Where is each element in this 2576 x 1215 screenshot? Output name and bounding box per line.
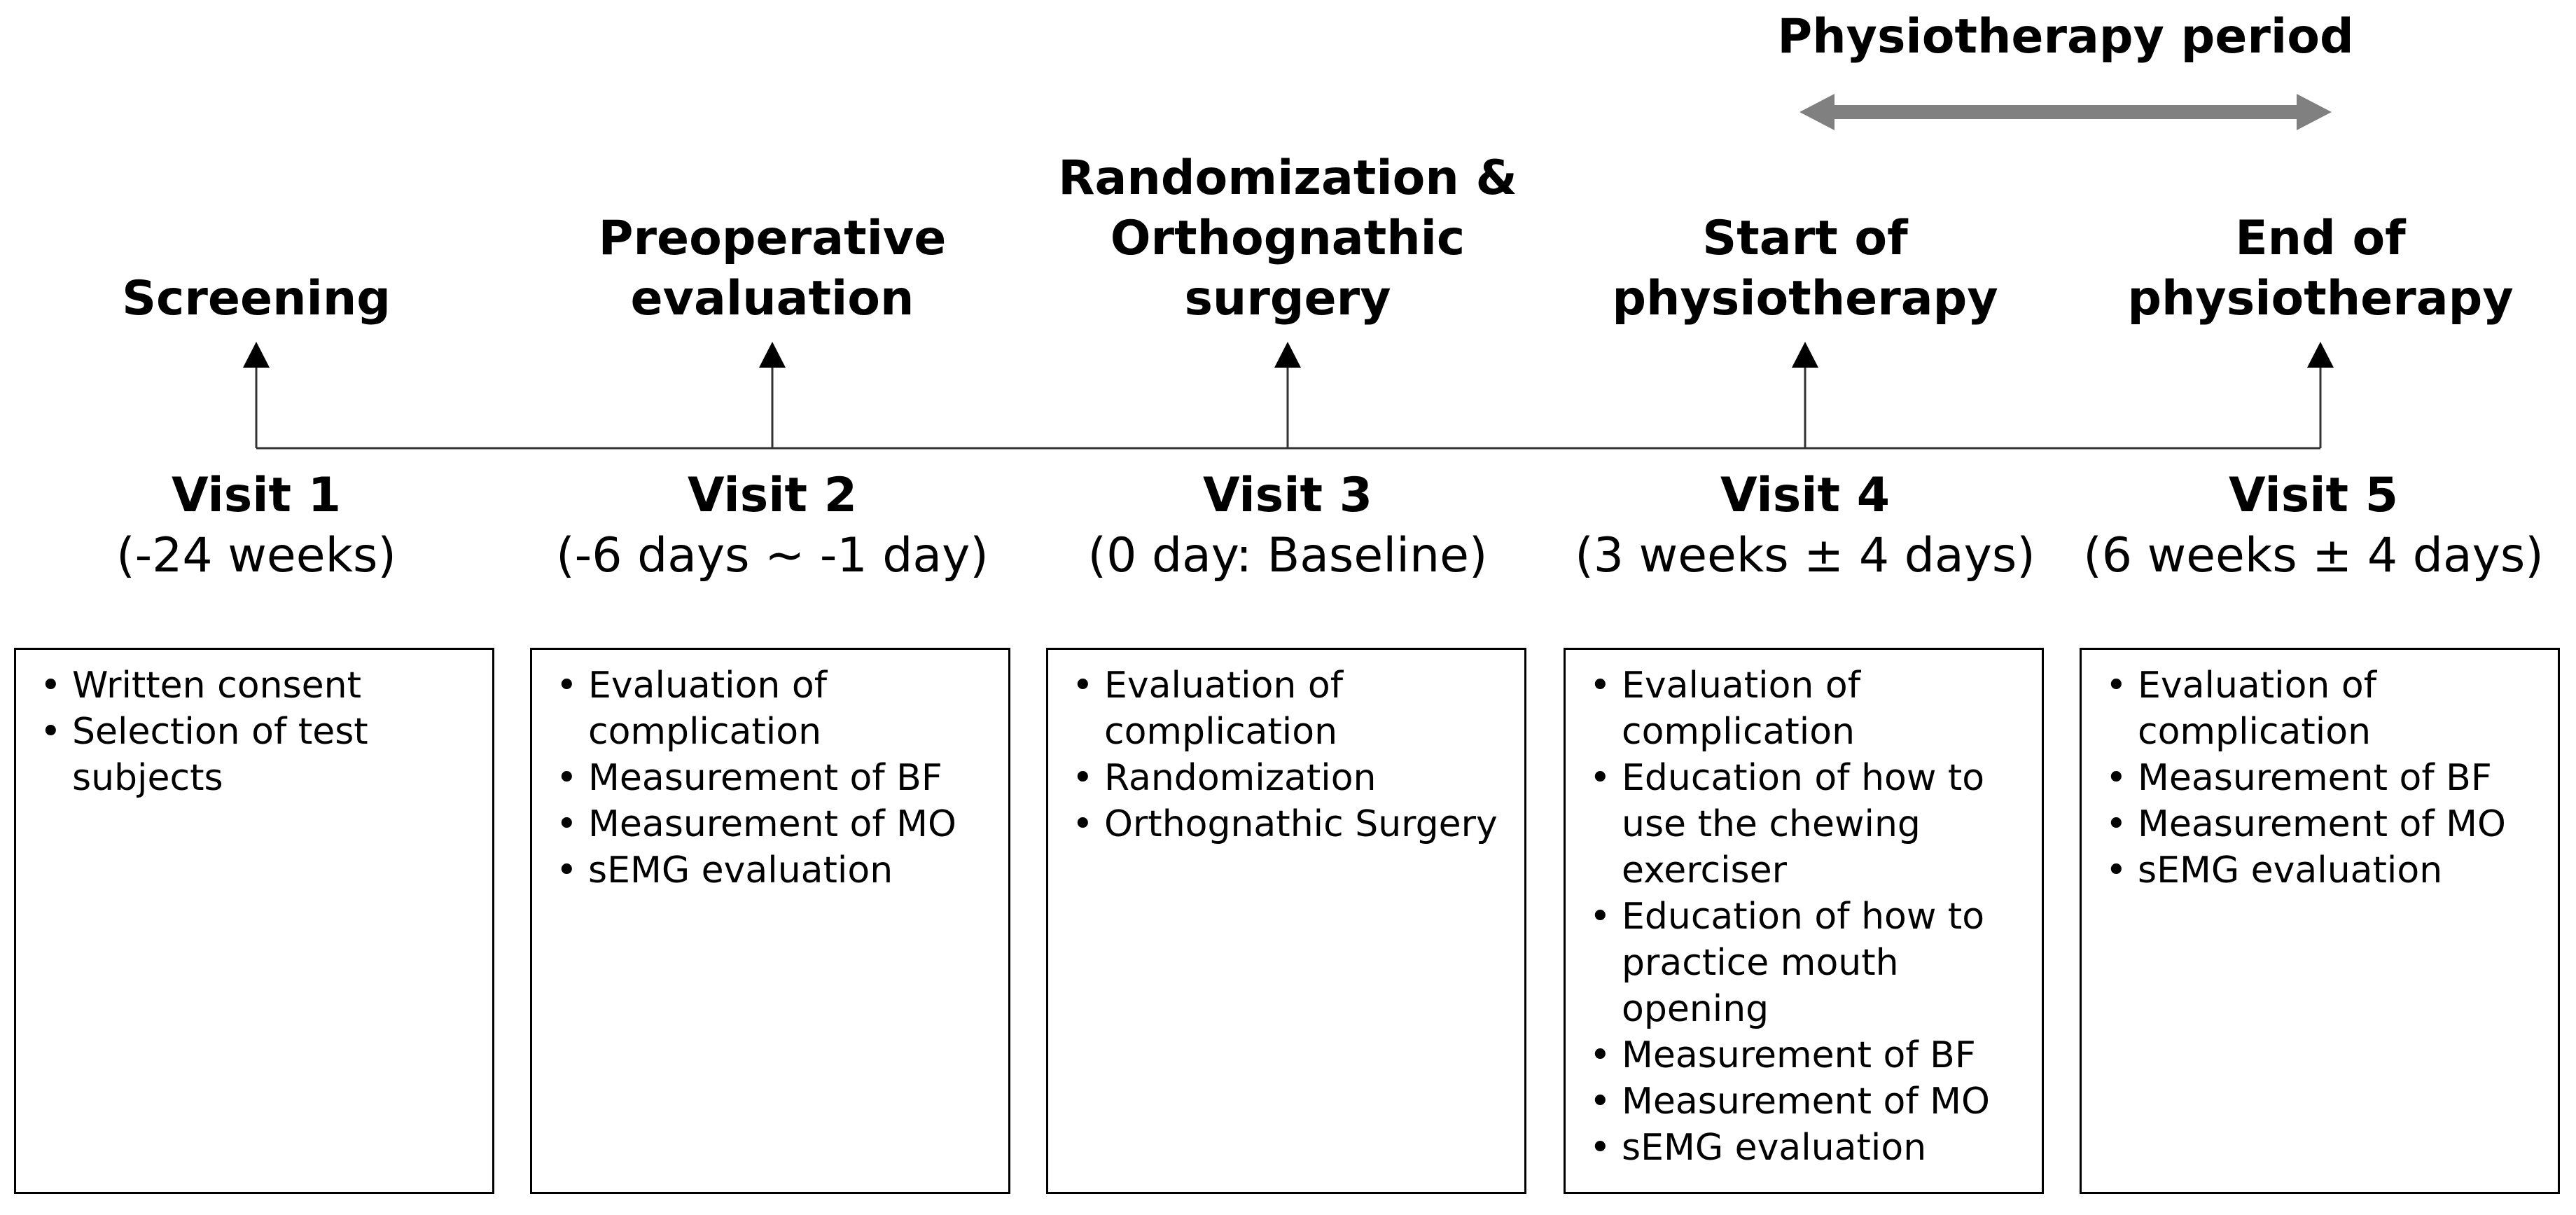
- visit-name: Visit 1: [171, 468, 342, 523]
- activity-text: subjects: [72, 757, 223, 799]
- activity-item: [546, 662, 994, 755]
- activity-item: [546, 801, 994, 847]
- activity-item: [1062, 755, 1510, 801]
- visit-1-label: [0, 466, 515, 586]
- activity-item: [30, 709, 478, 801]
- activity-text: complication: [1622, 711, 1856, 753]
- activity-text: sEMG evaluation: [2138, 849, 2443, 891]
- milestone-label: physiotherapy: [1612, 271, 1998, 326]
- visit-2-label: [513, 466, 1031, 586]
- bullet: •: [1589, 757, 1611, 799]
- activity-text: Measurement of BF: [2138, 757, 2492, 799]
- visit-4-label: [1546, 466, 2064, 586]
- visit-5-activities-box: [2080, 648, 2560, 1194]
- activity-item: [1062, 662, 1510, 755]
- activity-text: exerciser: [1622, 849, 1787, 891]
- milestone-screening: [11, 140, 501, 329]
- milestone-label: Preoperative: [598, 211, 947, 266]
- activity-item: [2096, 847, 2544, 894]
- physiotherapy-period-title: Physiotherapy period: [1777, 9, 2354, 64]
- visit-name: Visit 4: [1720, 468, 1891, 523]
- activity-text: complication: [1104, 711, 1338, 753]
- visit-time: (-6 days ~ -1 day): [556, 528, 989, 583]
- activity-text: Measurement of BF: [1622, 1034, 1976, 1076]
- activity-text: Measurement of MO: [588, 803, 956, 845]
- visit-2-activities-box: [530, 648, 1010, 1194]
- milestone-label: Orthognathic: [1110, 211, 1465, 266]
- activity-text: Randomization: [1104, 757, 1377, 799]
- bullet: •: [2105, 849, 2127, 891]
- bullet: •: [40, 711, 62, 753]
- activity-text: complication: [588, 711, 822, 753]
- activity-text: sEMG evaluation: [588, 849, 893, 891]
- arrow-head-visit-4: [1792, 342, 1818, 368]
- bullet: •: [1072, 803, 1094, 845]
- activity-list: [30, 662, 478, 801]
- bullet: •: [2105, 665, 2127, 707]
- visit-5-label: [2054, 466, 2572, 586]
- activity-item: [30, 662, 478, 709]
- visit-1-activities-box: [14, 648, 494, 1194]
- bullet: •: [1589, 1127, 1611, 1169]
- bullet: •: [556, 849, 578, 891]
- arrow-head-visit-1: [243, 342, 270, 368]
- bullet: •: [2105, 803, 2127, 845]
- visit-time: (6 weeks ± 4 days): [2083, 528, 2544, 583]
- milestone-start-of-physiotherapy: [1560, 140, 2050, 329]
- activity-text: use the chewing: [1622, 803, 1921, 845]
- visit-name: Visit 3: [1202, 468, 1373, 523]
- bullet: •: [1589, 1081, 1611, 1123]
- activity-text: Orthognathic Surgery: [1104, 803, 1498, 845]
- activity-item: [546, 755, 994, 801]
- milestone-label: End of: [2235, 211, 2406, 266]
- activity-text: Education of how to: [1622, 757, 1985, 799]
- milestone-label: surgery: [1184, 271, 1391, 326]
- visit-name: Visit 5: [2228, 468, 2399, 523]
- activity-list: [1580, 662, 2028, 1171]
- bullet: •: [40, 665, 62, 707]
- visit-3-label: [1029, 466, 1547, 586]
- activity-text: Evaluation of: [588, 665, 828, 707]
- activity-item: [1580, 1125, 2028, 1171]
- activity-item: [2096, 662, 2544, 755]
- visit-time: (3 weeks ± 4 days): [1575, 528, 2035, 583]
- bullet: •: [1589, 896, 1611, 938]
- milestone-label: evaluation: [630, 271, 914, 326]
- activity-text: sEMG evaluation: [1622, 1127, 1927, 1169]
- activity-item: [2096, 755, 2544, 801]
- bullet: •: [1072, 665, 1094, 707]
- bullet: •: [1072, 757, 1094, 799]
- bullet: •: [2105, 757, 2127, 799]
- activity-text: Measurement of MO: [1622, 1081, 1990, 1123]
- activity-item: [1580, 662, 2028, 755]
- activity-item: [1580, 894, 2028, 1032]
- milestone-randomization-surgery: [1043, 140, 1533, 329]
- activity-text: Measurement of MO: [2138, 803, 2506, 845]
- milestone-label: physiotherapy: [2127, 271, 2514, 326]
- milestone-label: Screening: [122, 271, 391, 326]
- activity-list: [546, 662, 994, 894]
- activity-text: complication: [2138, 711, 2372, 753]
- bullet: •: [1589, 665, 1611, 707]
- arrow-head-visit-2: [759, 342, 786, 368]
- bullet: •: [1589, 1034, 1611, 1076]
- activity-text: Written consent: [72, 665, 361, 707]
- activity-text: Education of how to: [1622, 896, 1985, 938]
- milestone-preoperative-evaluation: [527, 140, 1017, 329]
- arrow-head-visit-5: [2307, 342, 2334, 368]
- activity-text: Evaluation of: [1104, 665, 1344, 707]
- activity-list: [1062, 662, 1510, 847]
- bullet: •: [556, 803, 578, 845]
- visit-time: (0 day: Baseline): [1087, 528, 1488, 583]
- activity-item: [2096, 801, 2544, 847]
- activity-item: [546, 847, 994, 894]
- activity-item: [1580, 1032, 2028, 1078]
- visit-3-activities-box: [1046, 648, 1526, 1194]
- milestone-label: Start of: [1702, 211, 1908, 266]
- activity-list: [2096, 662, 2544, 894]
- visit-name: Visit 2: [687, 468, 858, 523]
- milestone-label: Randomization &: [1058, 151, 1517, 206]
- arrow-head-visit-3: [1274, 342, 1301, 368]
- visit-4-activities-box: [1564, 648, 2044, 1194]
- activity-item: [1580, 1078, 2028, 1125]
- activity-text: Evaluation of: [2138, 665, 2377, 707]
- bullet: •: [556, 757, 578, 799]
- activity-text: Measurement of BF: [588, 757, 942, 799]
- activity-text: Selection of test: [72, 711, 368, 753]
- activity-text: practice mouth: [1622, 942, 1899, 984]
- visit-time: (-24 weeks): [116, 528, 396, 583]
- activity-text: opening: [1622, 988, 1769, 1030]
- activity-item: [1580, 755, 2028, 894]
- activity-text: Evaluation of: [1622, 665, 1861, 707]
- milestone-end-of-physiotherapy: [2075, 140, 2565, 329]
- bullet: •: [556, 665, 578, 707]
- activity-item: [1062, 801, 1510, 847]
